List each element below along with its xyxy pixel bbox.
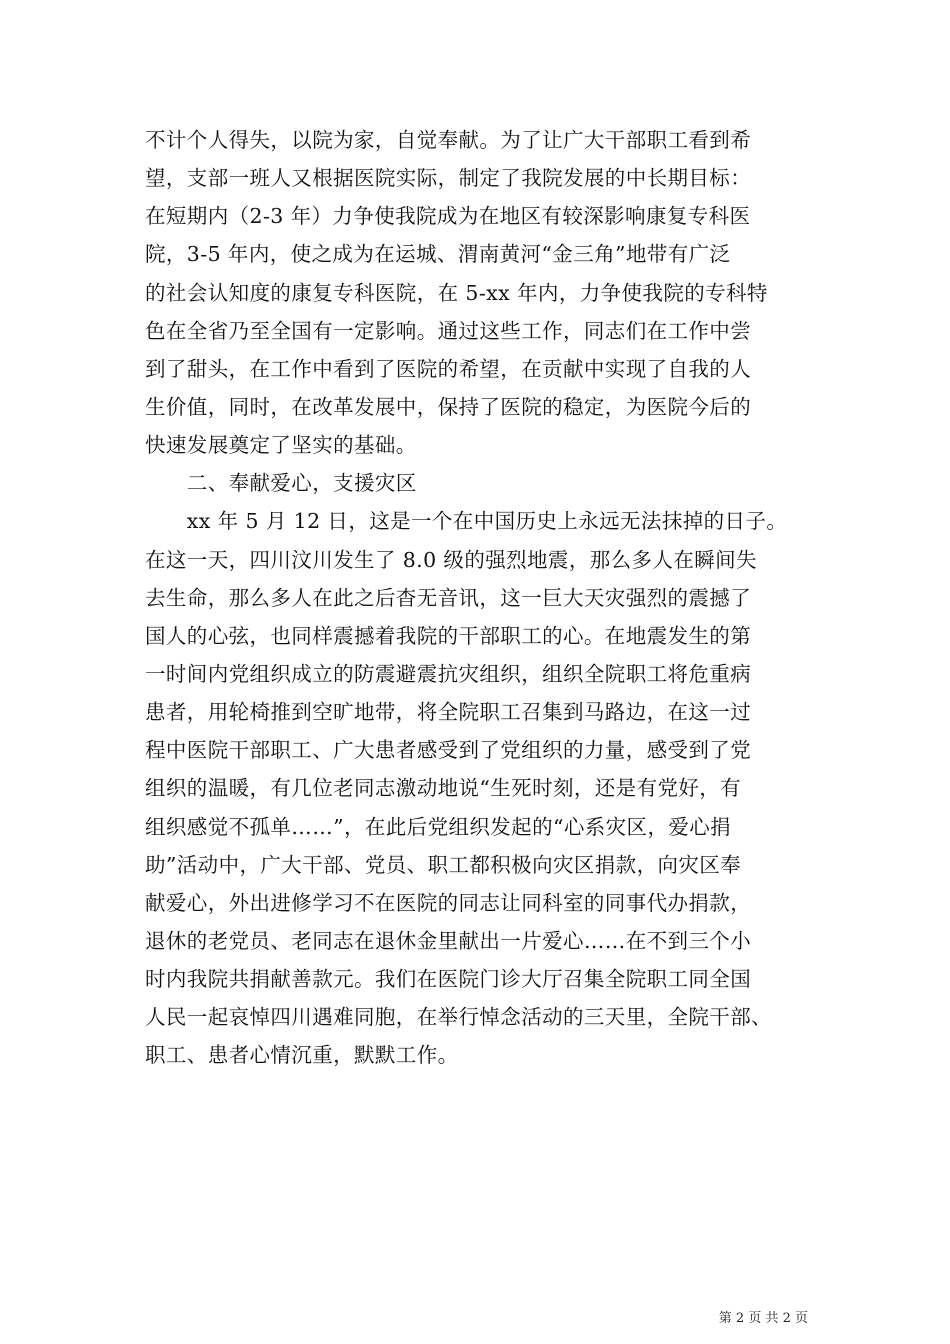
text-line: 患者，用轮椅推到空旷地带，将全院职工召集到马路边，在这一过 (145, 700, 752, 725)
body-text (145, 121, 817, 1075)
text-line: 一时间内党组织成立的防震避震抗灾组织，组织全院职工将危重病 (145, 661, 752, 686)
text-line: 组织的温暖，有几位老同志激动地说“生死时刻，还是有党好，有 (145, 776, 742, 801)
text-line: 退休的老党员、老同志在退休金里献出一片爱心……在不到三个小 (145, 928, 752, 953)
text-line: 献爱心，外出进修学习不在医院的同志让同科室的同事代办捐款， (145, 890, 752, 915)
text-line: 望，支部一班人又根据医院实际，制定了我院发展的中长期目标： (145, 166, 752, 191)
text-line: 组织感觉不孤单……”，在此后党组织发起的“心系灾区，爱心捐 (145, 814, 732, 839)
text-line: 在短期内（2-3 年）力争使我院成为在地区有较深影响康复专科医 (145, 204, 751, 229)
text-line: 色在全省乃至全国有一定影响。通过这些工作，同志们在工作中尝 (145, 318, 752, 343)
text-line: 职工、患者心情沉重，默默工作。 (145, 1043, 459, 1068)
section-heading: 二、奉献爱心，支援灾区 (145, 471, 417, 496)
page-number-footer: 第 2 页 共 2 页 (718, 1311, 808, 1326)
text-line: 到了甜头，在工作中看到了医院的希望，在贡献中实现了自我的人 (145, 356, 752, 381)
text-line: 程中医院干部职工、广大患者感受到了党组织的力量，感受到了党 (145, 738, 752, 763)
text-line: 助”活动中，广大干部、党员、职工都积极向灾区捐款，向灾区奉 (145, 852, 742, 877)
text-line: 去生命，那么多人在此之后杳无音讯，这一巨大天灾强烈的震撼了 (145, 585, 752, 610)
text-line: 在这一天，四川汶川发生了 8.0 级的强烈地震，那么多人在瞬间失 (145, 547, 757, 572)
text-line: xx 年 5 月 12 日，这是一个在中国历史上永远无法抹掉的日子。 (145, 509, 788, 534)
text-line: 人民一起哀悼四川遇难同胞，在举行悼念活动的三天里，全院干部、 (145, 1005, 772, 1030)
text-line: 快速发展奠定了坚实的基础。 (145, 433, 417, 458)
text-line: 国人的心弦，也同样震撼着我院的干部职工的心。在地震发生的第 (145, 623, 752, 648)
text-line: 的社会认知度的康复专科医院，在 5-xx 年内，力争使我院的专科特 (145, 280, 768, 305)
text-line: 院，3-5 年内，使之成为在运城、渭南黄河“金三角”地带有广泛 (145, 242, 731, 267)
text-line: 时内我院共捐献善款元。我们在医院门诊大厅召集全院职工同全国 (145, 967, 752, 992)
text-line: 生价值，同时，在改革发展中，保持了医院的稳定，为医院今后的 (145, 394, 752, 419)
text-line: 不计个人得失，以院为家，自觉奉献。为了让广大干部职工看到希 (145, 128, 752, 152)
